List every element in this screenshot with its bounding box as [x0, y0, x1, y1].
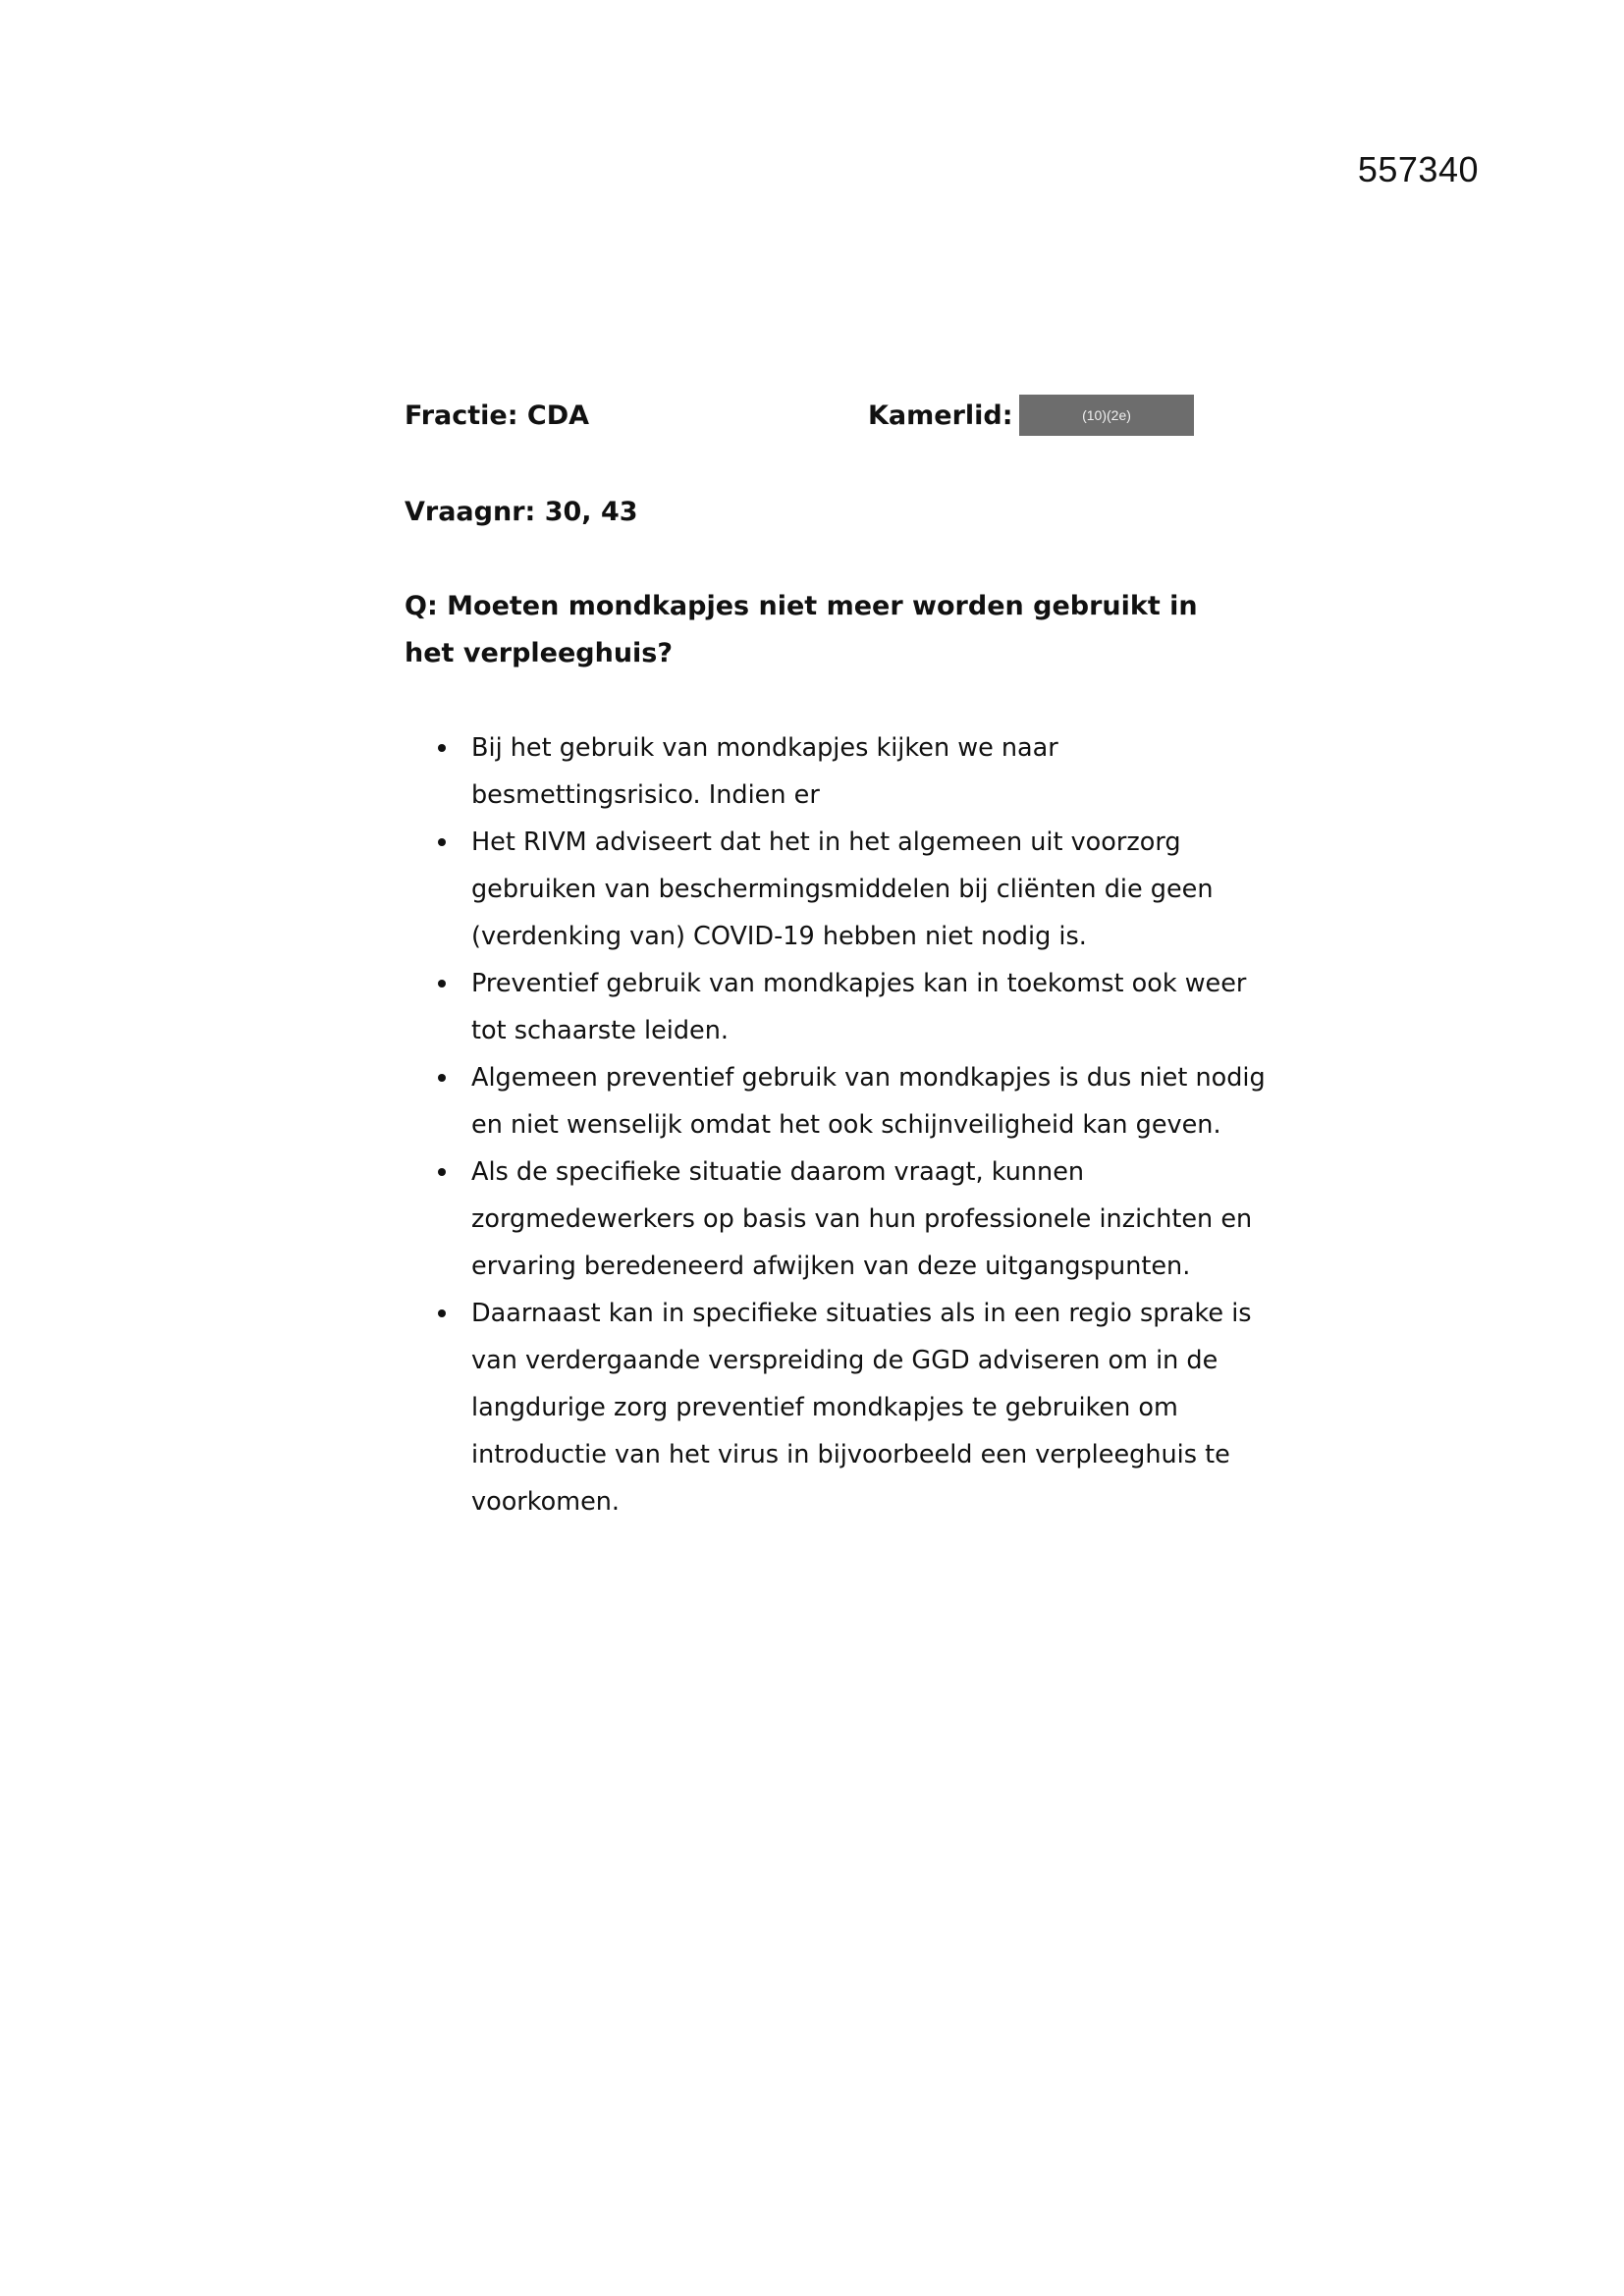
bullet-icon	[438, 1168, 446, 1176]
bullet-text: Als de specifieke situatie daarom vraagt, kunnen zorgmedewerkers op basis van hun professionele inzichten en ervaring beredeneerd afwijken van deze uitgangspunten.	[471, 1157, 1253, 1281]
document-number: 557340	[1357, 149, 1479, 189]
bullet-icon	[438, 838, 446, 846]
redaction-box	[1019, 395, 1194, 436]
fractie-label: Fractie: CDA	[405, 400, 590, 431]
question-number: Vraagnr: 30, 43	[405, 497, 638, 527]
bullet-text: Daarnaast kan in specifieke situaties als in een regio sprake is van verdergaande verspreiding de GGD adviseren om in de langdurige zorg preventief mondkapjes te gebruiken om introductie van het virus in bijvoorbeeld een verpleeghuis te voorkomen.	[471, 1299, 1252, 1517]
header-row	[405, 400, 1229, 444]
list-item	[405, 819, 1269, 960]
bullet-icon	[438, 744, 446, 752]
list-item	[405, 724, 1269, 819]
list-item	[405, 960, 1269, 1054]
answer-bullet-list	[405, 724, 1269, 1525]
bullet-text: Bij het gebruik van mondkapjes kijken we naar besmettingsrisico. Indien er	[471, 733, 1058, 810]
redaction-code: (10)(2e)	[1082, 407, 1131, 423]
list-item	[405, 1054, 1269, 1148]
bullet-icon	[438, 1074, 446, 1082]
bullet-icon	[438, 1309, 446, 1317]
bullet-text: Algemeen preventief gebruik van mondkapjes is dus niet nodig en niet wenselijk omdat het ook schijnveiligheid kan geven.	[471, 1063, 1266, 1140]
list-item	[405, 1290, 1269, 1525]
list-item	[405, 1148, 1269, 1290]
kamerlid-label	[868, 400, 1040, 431]
kamerlid-label-text: Kamerlid:	[868, 400, 1013, 431]
bullet-text: Preventief gebruik van mondkapjes kan in toekomst ook weer tot schaarste leiden.	[471, 969, 1247, 1045]
question-heading: Q: Moeten mondkapjes niet meer worden gebruikt in het verpleeghuis?	[405, 591, 1198, 668]
bullet-icon	[438, 980, 446, 988]
bullet-text: Het RIVM adviseert dat het in het algemeen uit voorzorg gebruiken van beschermingsmiddelen bij cliënten die geen (verdenking van) COVID-19 hebben niet nodig is.	[471, 828, 1214, 951]
